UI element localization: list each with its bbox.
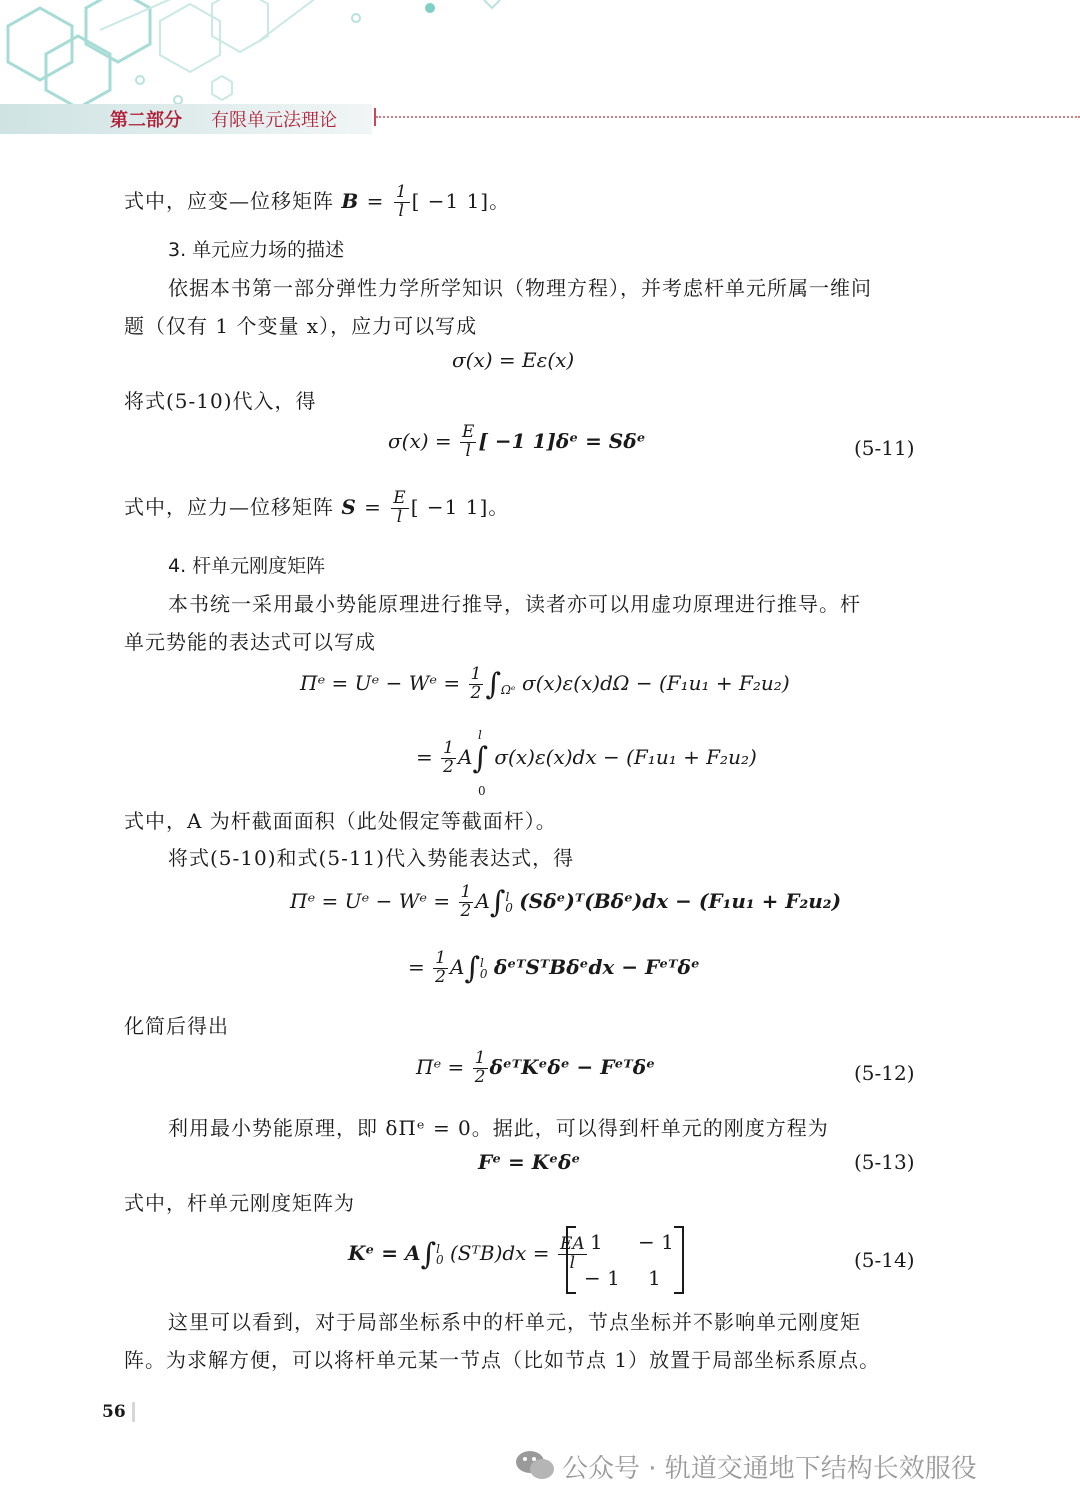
paragraph-line: 利用最小势能原理，即 δΠᵉ = 0。据此，可以得到杆单元的刚度方程为 [168, 1116, 829, 1140]
stress-matrix-line: 式中，应力—位移矩阵 S = $\frac{E}{l}$ [ −1 1]。 [124, 488, 510, 527]
paragraph-line: 阵。为求解方便，可以将杆单元某一节点（比如节点 1）放置于局部坐标系原点。 [124, 1348, 881, 1372]
section-3-heading: 3. 单元应力场的描述 [168, 239, 345, 261]
paragraph-line: 式中，A 为杆截面面积（此处假定等截面杆）。 [124, 809, 557, 833]
part-label: 第二部分 [110, 110, 182, 131]
matrix-cell: − 1 [584, 1266, 620, 1290]
page-number: 56 [102, 1402, 126, 1422]
equation-potential-4: = $\frac{1}{2}$ A∫$^l_0$ δᵉᵀSᵀBδᵉdx − Fᵉᵀδᵉ [408, 948, 700, 987]
equation-number: (5-11) [854, 436, 915, 460]
equation-number: (5-12) [854, 1061, 915, 1085]
integral-upper-limit: l [478, 728, 482, 742]
equation-5-11: σ(x) = $\frac{E}{l}$ [ −1 1]δᵉ = Sδᵉ [388, 422, 646, 461]
header-dotted-rule [376, 116, 1080, 118]
wechat-icon [514, 1448, 556, 1482]
equation-5-12: Πᵉ = $\frac{1}{2}$ δᵉᵀKᵉδᵉ − Fᵉᵀδᵉ [416, 1048, 655, 1087]
paragraph-line: 式中，杆单元刚度矩阵为 [124, 1191, 355, 1215]
paragraph-line: 题（仅有 1 个变量 x），应力可以写成 [124, 314, 478, 338]
page-number-bar [132, 1402, 135, 1422]
matrix-cell: 1 [648, 1266, 661, 1290]
paragraph-line: 将式(5-10)代入，得 [124, 389, 317, 413]
equation-potential-3: Πᵉ = Uᵉ − Wᵉ = $\frac{1}{2}$ A∫$^l_0$ (Sδᵉ)ᵀ(Bδᵉ)dx − (F₁u₁ + F₂u₂) [290, 882, 842, 921]
strain-matrix-line: 式中，应变—位移矩阵 B = $\frac{1}{l}$ [ −1 1]。 [124, 182, 511, 221]
paragraph-line: 这里可以看到，对于局部坐标系中的杆单元，节点坐标并不影响单元刚度矩 [168, 1310, 861, 1334]
equation-5-13: Fᵉ = Kᵉδᵉ [478, 1150, 581, 1174]
paragraph-line: 本书统一采用最小势能原理进行推导，读者亦可以用虚功原理进行推导。杆 [168, 592, 861, 616]
paragraph-line: 将式(5-10)和式(5-11)代入势能表达式，得 [168, 846, 575, 870]
section-4-heading: 4. 杆单元刚度矩阵 [168, 555, 326, 577]
equation-number: (5-13) [854, 1150, 915, 1174]
integral-lower-limit: 0 [478, 784, 486, 798]
paragraph-line: 依据本书第一部分弹性力学所学知识（物理方程），并考虑杆单元所属一维问 [168, 276, 872, 300]
equation-stress: σ(x) = Eε(x) [452, 348, 575, 372]
matrix-left-bracket [566, 1226, 576, 1294]
watermark: 公众号 · 轨道交通地下结构长效服役 [562, 1454, 977, 1484]
chapter-title: 有限单元法理论 [211, 110, 337, 131]
equation-potential-2: = $\frac{1}{2}$ A∫ σ(x)ε(x)dx − (F₁u₁ + F₂u₂) [416, 738, 757, 777]
matrix-cell: − 1 [638, 1230, 674, 1254]
matrix-cell: 1 [590, 1230, 603, 1254]
equation-5-14: Kᵉ = A∫$^l_0$ (SᵀB)dx = $\frac{EA}{l}$ [348, 1234, 585, 1273]
equation-number: (5-14) [854, 1248, 915, 1272]
hexagon-decoration [0, 0, 520, 110]
matrix-right-bracket [674, 1226, 684, 1294]
equation-potential-1: Πᵉ = Uᵉ − Wᵉ = $\frac{1}{2}$ $\int_{\Omega ᵉ}$ σ(x)ε(x)dΩ − (F₁u₁ + F₂u₂) [300, 664, 790, 703]
paragraph-line: 单元势能的表达式可以写成 [124, 630, 376, 654]
paragraph-line: 化简后得出 [124, 1014, 229, 1038]
